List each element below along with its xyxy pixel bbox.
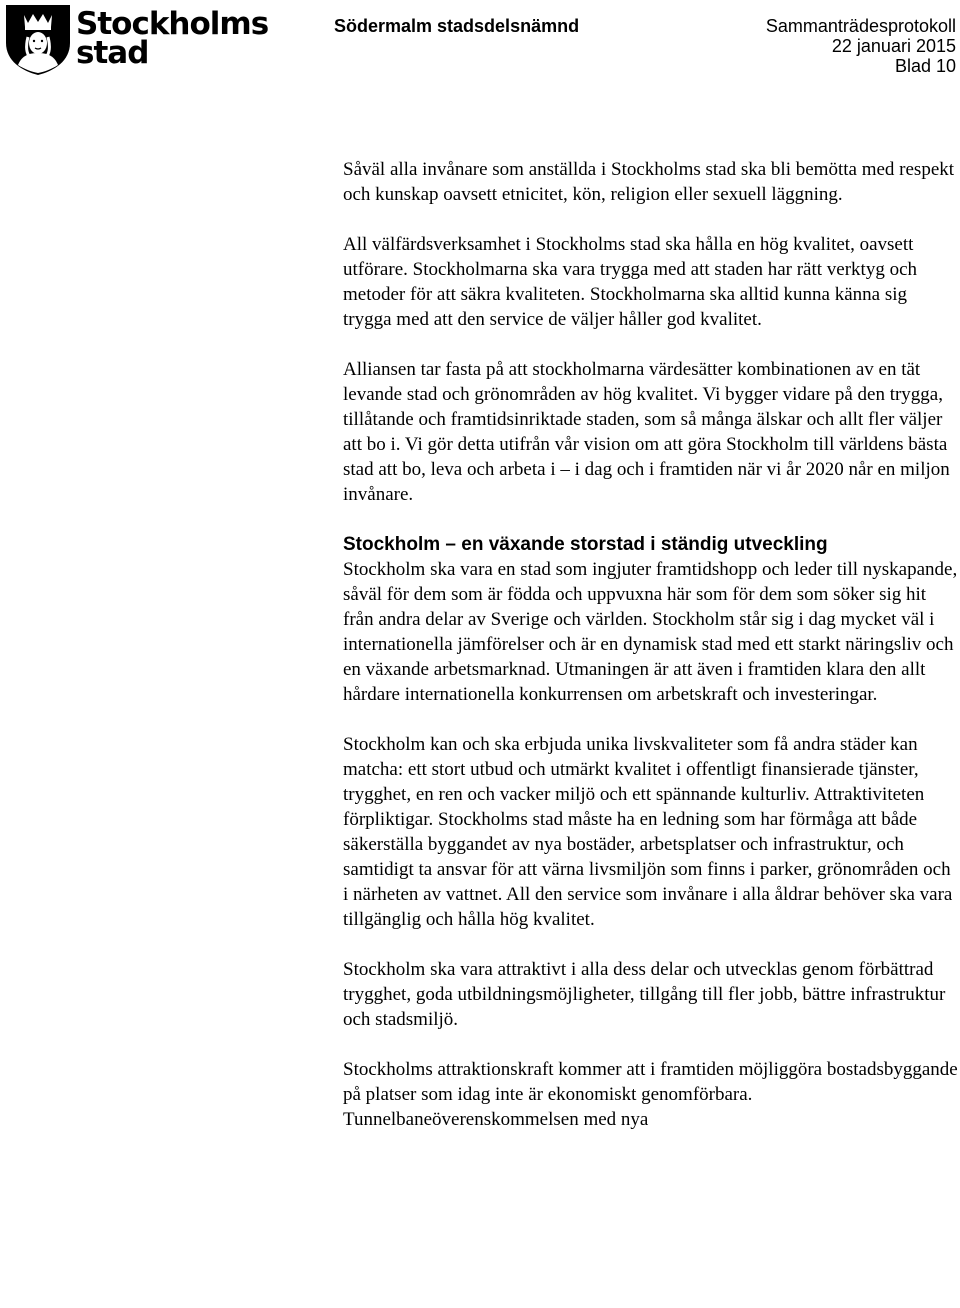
document-type: Sammanträdesprotokoll — [765, 16, 956, 36]
section-heading: Stockholm – en växande storstad i ständig utveckling — [343, 534, 828, 555]
paragraph-6: Stockholm ska vara attraktivt i alla dess delar och utvecklas genom förbättrad trygghet, goda utbildningsmöjligheter, tillgång till fler jobb, bättre infrastruktur och stadsmiljö. — [343, 959, 946, 1030]
paragraph-1: Såväl alla invånare som anställda i Stockholms stad ska bli bemötta med respekt och kunskap oavsett etnicitet, kön, religion eller sexuell läggning. — [343, 159, 955, 205]
department-name: Södermalm stadsdelsnämnd — [334, 16, 580, 36]
crest-icon — [4, 3, 72, 77]
paragraph-3: Alliansen tar fasta på att stockholmarna värdesätter kombinationen av en tät levande stad och grönområden av hög kvalitet. Vi bygger vidare på den trygga, tillåtande och framtidsinriktade staden, som så många älskar och allt fler väljer att bo i. Vi gör detta utifrån vår vision om att göra Stockholm till världens bästa stad att bo, leva och arbeta i – i dag och i framtiden när vi år 2020 når en miljon invånare. — [343, 359, 950, 505]
paragraph-4: Stockholm ska vara en stad som ingjuter framtidshopp och leder till nyskapande, såväl för dem som är födda och uppvuxna här som för dem som söker sig hit från andra delar av Sverige och världen. Stockholm står sig i dag mycket väl i internationella jämförelser och är en dynamisk stad med ett starkt näringsliv och en växande arbetsmarknad. Utmaningen är att även i framtiden klara den allt hårdare internationella konkurrensen om arbetskraft och investeringar. — [343, 559, 958, 705]
paragraph-5: Stockholm kan och ska erbjuda unika livskvaliteter som få andra städer kan matcha: ett stort utbud och utmärkt kvalitet i offentligt finansierade tjänster, trygghet, en ren och vacker miljö och ett spännande kulturliv. Attraktiviteten förpliktigar. Stockholms stad måste ha en ledning som har förmåga att både säkerställa byggandet av nya bostäder, arbetsplatser och infrastruktur, och samtidigt ta ansvar för att värna livsmiljön som finns i parker, grönområden och i närheten av vattnet. All den service som invånare i alla åldrar behöver ska vara tillgänglig och hålla hög kvalitet. — [343, 734, 953, 930]
paragraph-2: All välfärdsverksamhet i Stockholms stad ska hålla en hög kvalitet, oavsett utförare. Stockholmarna ska vara trygga med att staden har rätt verktyg och metoder för att säkra kvaliteten. Stockholmarna ska alltid kunna känna sig trygga med att den service de väljer håller god kvalitet. — [343, 234, 918, 330]
logo-text-line1: Stockholms — [76, 6, 269, 42]
document-meta — [766, 16, 956, 76]
page-number: Blad 10 — [894, 56, 956, 76]
paragraph-7: Stockholms attraktionskraft kommer att i framtiden möjliggöra bostadsbyggande på platser som idag inte är ekonomiskt genomförbara. Tunnelbaneöverenskommelsen med nya — [343, 1059, 958, 1130]
stockholms-stad-logo — [4, 3, 269, 77]
document-body — [343, 157, 959, 1157]
document-date: 22 januari 2015 — [831, 36, 956, 56]
logo-text-line2: stad — [76, 35, 149, 71]
